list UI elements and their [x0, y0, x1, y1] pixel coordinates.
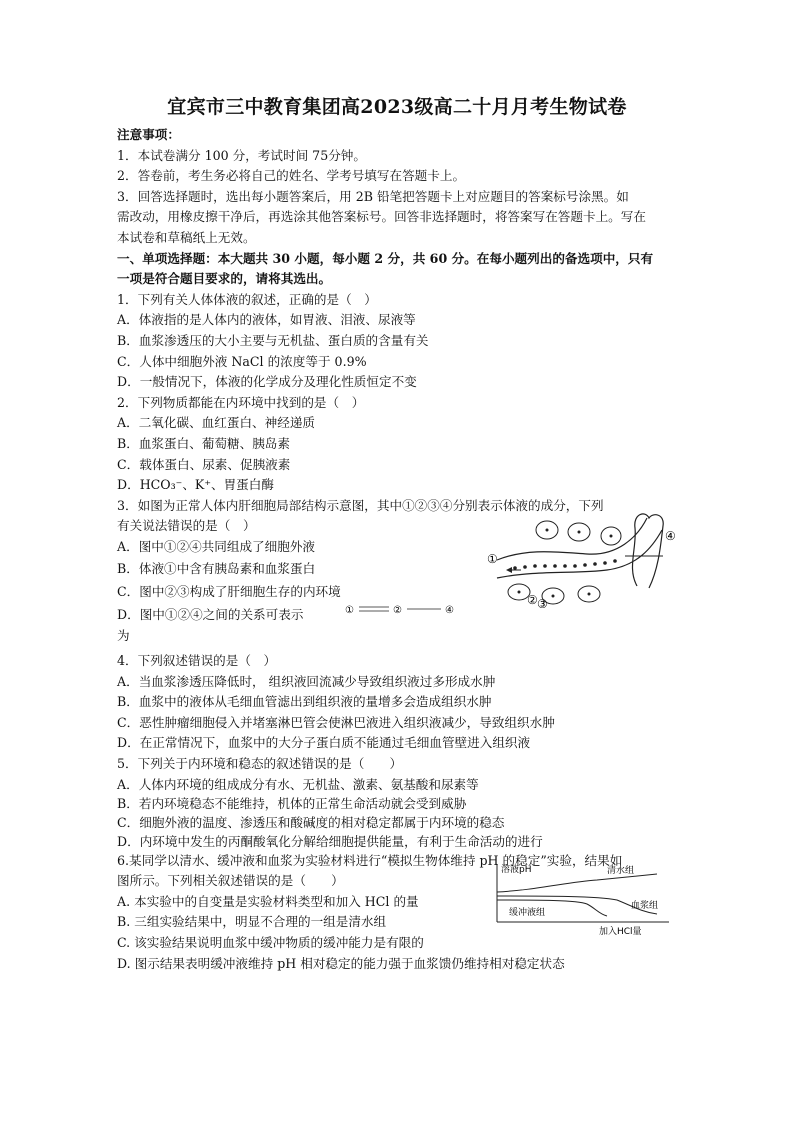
- exam-page: [117, 92, 677, 974]
- option-d-cont: 为: [117, 628, 130, 644]
- option-d: D．在正常情况下，血浆中的大分子蛋白质不能通过毛细血管壁进入组织液: [117, 735, 531, 751]
- option-c: C．载体蛋白、尿素、促胰液素: [117, 456, 291, 472]
- ph-chart: [487, 860, 677, 935]
- question-stem-cont: 图所示。下列相关叙述错误的是（ ）: [117, 873, 344, 889]
- notice-heading: 注意事项：: [117, 127, 180, 142]
- option-c: C．恶性肿瘤细胞侵入并堵塞淋巴管会使淋巴液进入组织液减少，导致组织水肿: [117, 714, 555, 730]
- option-c: C．图中②③构成了肝细胞生存的内环境: [117, 584, 341, 600]
- series-label-buffer: 缓冲液组: [509, 908, 546, 918]
- notice-item: 3．回答选择题时，选出每小题答案后，用 2B 铅笔把答题卡上对应题目的答案标号涂黑。如: [117, 188, 629, 204]
- section-heading-cont: 一项是符合题目要求的，请将其选出。: [117, 271, 332, 287]
- question-stem: 3．如图为正常人体内肝细胞局部结构示意图，其中①②③④分别表示体液的成分，下列: [117, 497, 604, 513]
- option-a: A．人体内环境的组成成分有水、无机盐、激素、氨基酸和尿素等: [117, 776, 479, 792]
- liver-tissue-diagram: [487, 508, 677, 608]
- y-axis-label: 溶液pH: [501, 865, 532, 875]
- relation-diagram: [345, 601, 457, 617]
- option-d: D．一般情况下，体液的化学成分及理化性质恒定不变: [117, 374, 417, 390]
- option-a: A．当血浆渗透压降低时， 组织液回流减少导致组织液过多形成水肿: [117, 673, 496, 689]
- option-a: A．图中①②④共同组成了细胞外液: [117, 538, 316, 554]
- option-c: C．人体中细胞外液 NaCl 的浓度等于 0.9%: [117, 353, 367, 369]
- notice-item: 1．本试卷满分 100 分，考试时间 75分钟。: [117, 147, 366, 163]
- option-a: A．体液指的是人体内的液体，如胃液、泪液、尿液等: [117, 312, 416, 328]
- notice-item: 本试卷和草稿纸上无效。: [117, 229, 256, 245]
- series-label-water: 清水组: [607, 866, 635, 876]
- option-d: D．图中①②④之间的关系可表示: [117, 607, 304, 623]
- label-4: ④: [665, 529, 676, 543]
- rel-label-2: ②: [393, 605, 402, 616]
- option-b: B．体液①中含有胰岛素和血浆蛋白: [117, 561, 316, 577]
- question-stem: 4．下列叙述错误的是（ ）: [117, 653, 277, 669]
- cell-nuclei: [518, 529, 613, 598]
- question-stem: 6.某同学以清水、缓冲液和血浆为实验材料进行“模拟生物体维持 pH 的稳定”实验，结果如: [117, 852, 623, 868]
- question-stem: 2．下列物质都能在内环境中找到的是（ ）: [117, 394, 365, 410]
- lymphatic-vessel: [632, 514, 663, 588]
- section-heading: 一、单项选择题：本大题共 30 小题，每小题 2 分，共 60 分。在每小题列出的备选项中，只有: [117, 250, 654, 266]
- page-title: 宜宾市三中教育集团高2023级高二十月月考生物试卷: [167, 96, 627, 118]
- option-c: C．细胞外液的温度、渗透压和酸碱度的相对稳定都属于内环境的稳态: [117, 814, 505, 830]
- label-2: ②: [527, 593, 538, 607]
- option-d: D. 图示结果表明缓冲液维持 pH 相对稳定的能力强于血浆馈仍维持相对稳定状态: [117, 955, 565, 971]
- option-b: B. 三组实验结果中，明显不合理的一组是清水组: [117, 914, 387, 930]
- option-b: B．血浆中的液体从毛细血管滤出到组织液的量增多会造成组织水肿: [117, 694, 492, 710]
- question-stem: 5．下列关于内环境和稳态的叙述错误的是（ ）: [117, 756, 403, 772]
- rel-label-1: ①: [345, 605, 354, 616]
- question-stem: 1．下列有关人体体液的叙述，正确的是（ ）: [117, 291, 377, 307]
- notice-item: 2．答卷前，考生务必将自己的姓名、学考号填写在答题卡上。: [117, 168, 466, 184]
- label-3: ③: [537, 597, 548, 608]
- rel-label-4: ④: [445, 605, 454, 616]
- notice-item: 需改动，用橡皮擦干净后，再选涂其他答案标号。回答非选择题时，将答案写在答题卡上。写在: [117, 209, 646, 225]
- option-d: D．内环境中发生的丙酮酸氧化分解给细胞提供能量，有利于生命活动的进行: [117, 833, 543, 849]
- blood-cells: [513, 559, 617, 570]
- series-label-plasma: 血浆组: [631, 901, 659, 911]
- option-b: B．血浆渗透压的大小主要与无机盐、蛋白质的含量有关: [117, 332, 429, 348]
- option-a: A. 本实验中的自变量是实验材料类型和加入 HCl 的量: [117, 893, 419, 909]
- x-axis-label: 加入HCl量: [599, 927, 642, 935]
- question-stem-cont: 有关说法错误的是（ ）: [117, 518, 256, 534]
- label-1: ①: [487, 552, 498, 566]
- series-water: [497, 874, 657, 892]
- option-b: B．若内环境稳态不能维持，机体的正常生命活动就会受到威胁: [117, 795, 467, 811]
- option-c: C. 该实验结果说明血浆中缓冲物质的缓冲能力是有限的: [117, 935, 424, 950]
- option-b: B．血浆蛋白、葡萄糖、胰岛素: [117, 435, 290, 451]
- option-a: A．二氧化碳、血红蛋白、神经递质: [117, 415, 316, 431]
- option-d: D．HCO₃⁻、K⁺、胃蛋白酶: [117, 477, 274, 493]
